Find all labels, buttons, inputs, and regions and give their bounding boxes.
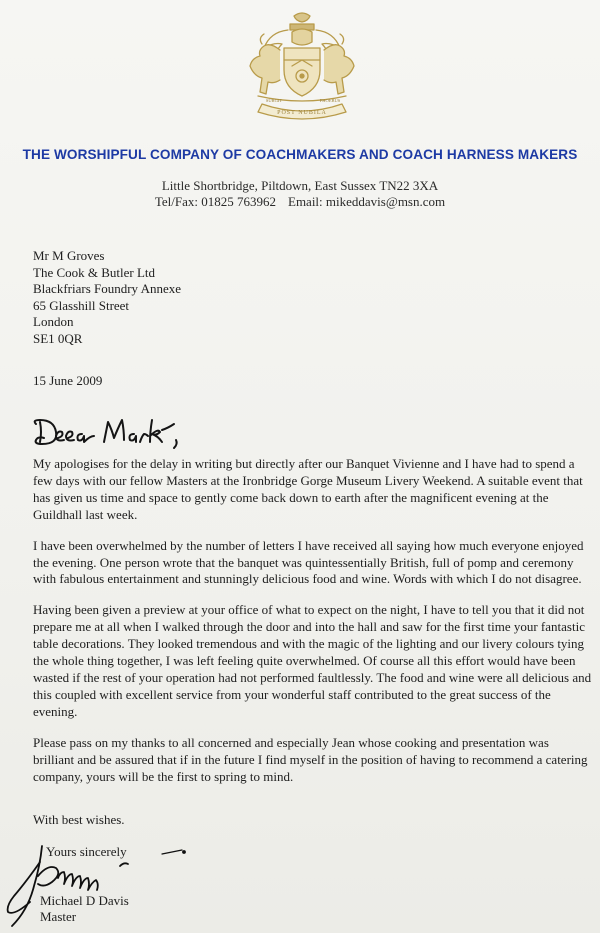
organisation-address: Little Shortbridge, Piltdown, East Sussex TN22 3XA (161, 178, 439, 193)
body-paragraph: My apologises for the delay in writing but directly after our Banquet Vivienne and I have had to spend a few days with our fellow Masters at the Ironbridge Gorge Museum Livery Weekend. A suitable event that has given us time and space to gently come back down to earth after the magnificent evening at the Guildhall last week. (33, 456, 583, 522)
recipient-line: The Cook & Butler Ltd (33, 264, 156, 280)
coat-of-arms-crest (232, 10, 372, 122)
letter-date: 15 June 2009 (33, 373, 103, 388)
body-paragraph: I have been overwhelmed by the number of letters I have received all saying how much everyone enjoyed the evening. One person wrote that the banquet was quintessentially British, full of pomp and ceremony with fabulous entertainment and stunningly delicious food and wine. Words with which I do not disagree. (33, 537, 584, 587)
signer-name: Michael D Davis (40, 893, 129, 908)
recipient-line: London (33, 314, 74, 329)
recipient-address-block (33, 248, 181, 347)
crest-motto-left: SURGIT (265, 98, 283, 103)
recipient-line: SE1 0QR (33, 330, 83, 346)
handwritten-salutation (30, 410, 190, 452)
signer-title: Master (40, 909, 77, 924)
recipient-line: Mr M Groves (33, 248, 105, 263)
recipient-line: 65 Glasshill Street (33, 297, 130, 313)
sign-off-line: Yours sincerely (46, 844, 127, 859)
closing-line: With best wishes. (33, 812, 125, 827)
letter-body (33, 456, 593, 799)
crest-motto-ribbon: POST NUBILA (277, 110, 327, 116)
body-paragraph: Having been given a preview at your office of what to expect on the night, I have to tell you that it did not prepare me at all when I walked through the door and into the hall and saw for the first time your fantastic table decorations. They looked tremendous and with the magic of the lighting and our livery colours tying the whole thing together, I was left feeling quite overwhelmed. Of course all this effort would have been wasted if the rest of your operation had not performed faultlessly. The food and wine were all delicious and this coupled with excellent service from your wonderful staff contributed to the great success of the evening. (33, 602, 592, 719)
telfax-number: Tel/Fax: 01825 763962 (154, 194, 276, 209)
email-address: Email: mikeddavis@msn.com (288, 194, 446, 209)
organisation-contact (0, 194, 600, 210)
crest-motto-right: PHOEBUS (319, 98, 341, 103)
body-paragraph: Please pass on my thanks to all concerned and especially Jean whose cooking and presentation was brilliant and be assured that if in the future I find myself in the position of having to recommend a catering company, yours will be the first to spring to mind. (33, 734, 588, 784)
recipient-line: Blackfriars Foundry Annexe (33, 281, 182, 296)
organisation-name: THE WORSHIPFUL COMPANY OF COACHMAKERS AND COACH HARNESS MAKERS (22, 147, 578, 162)
